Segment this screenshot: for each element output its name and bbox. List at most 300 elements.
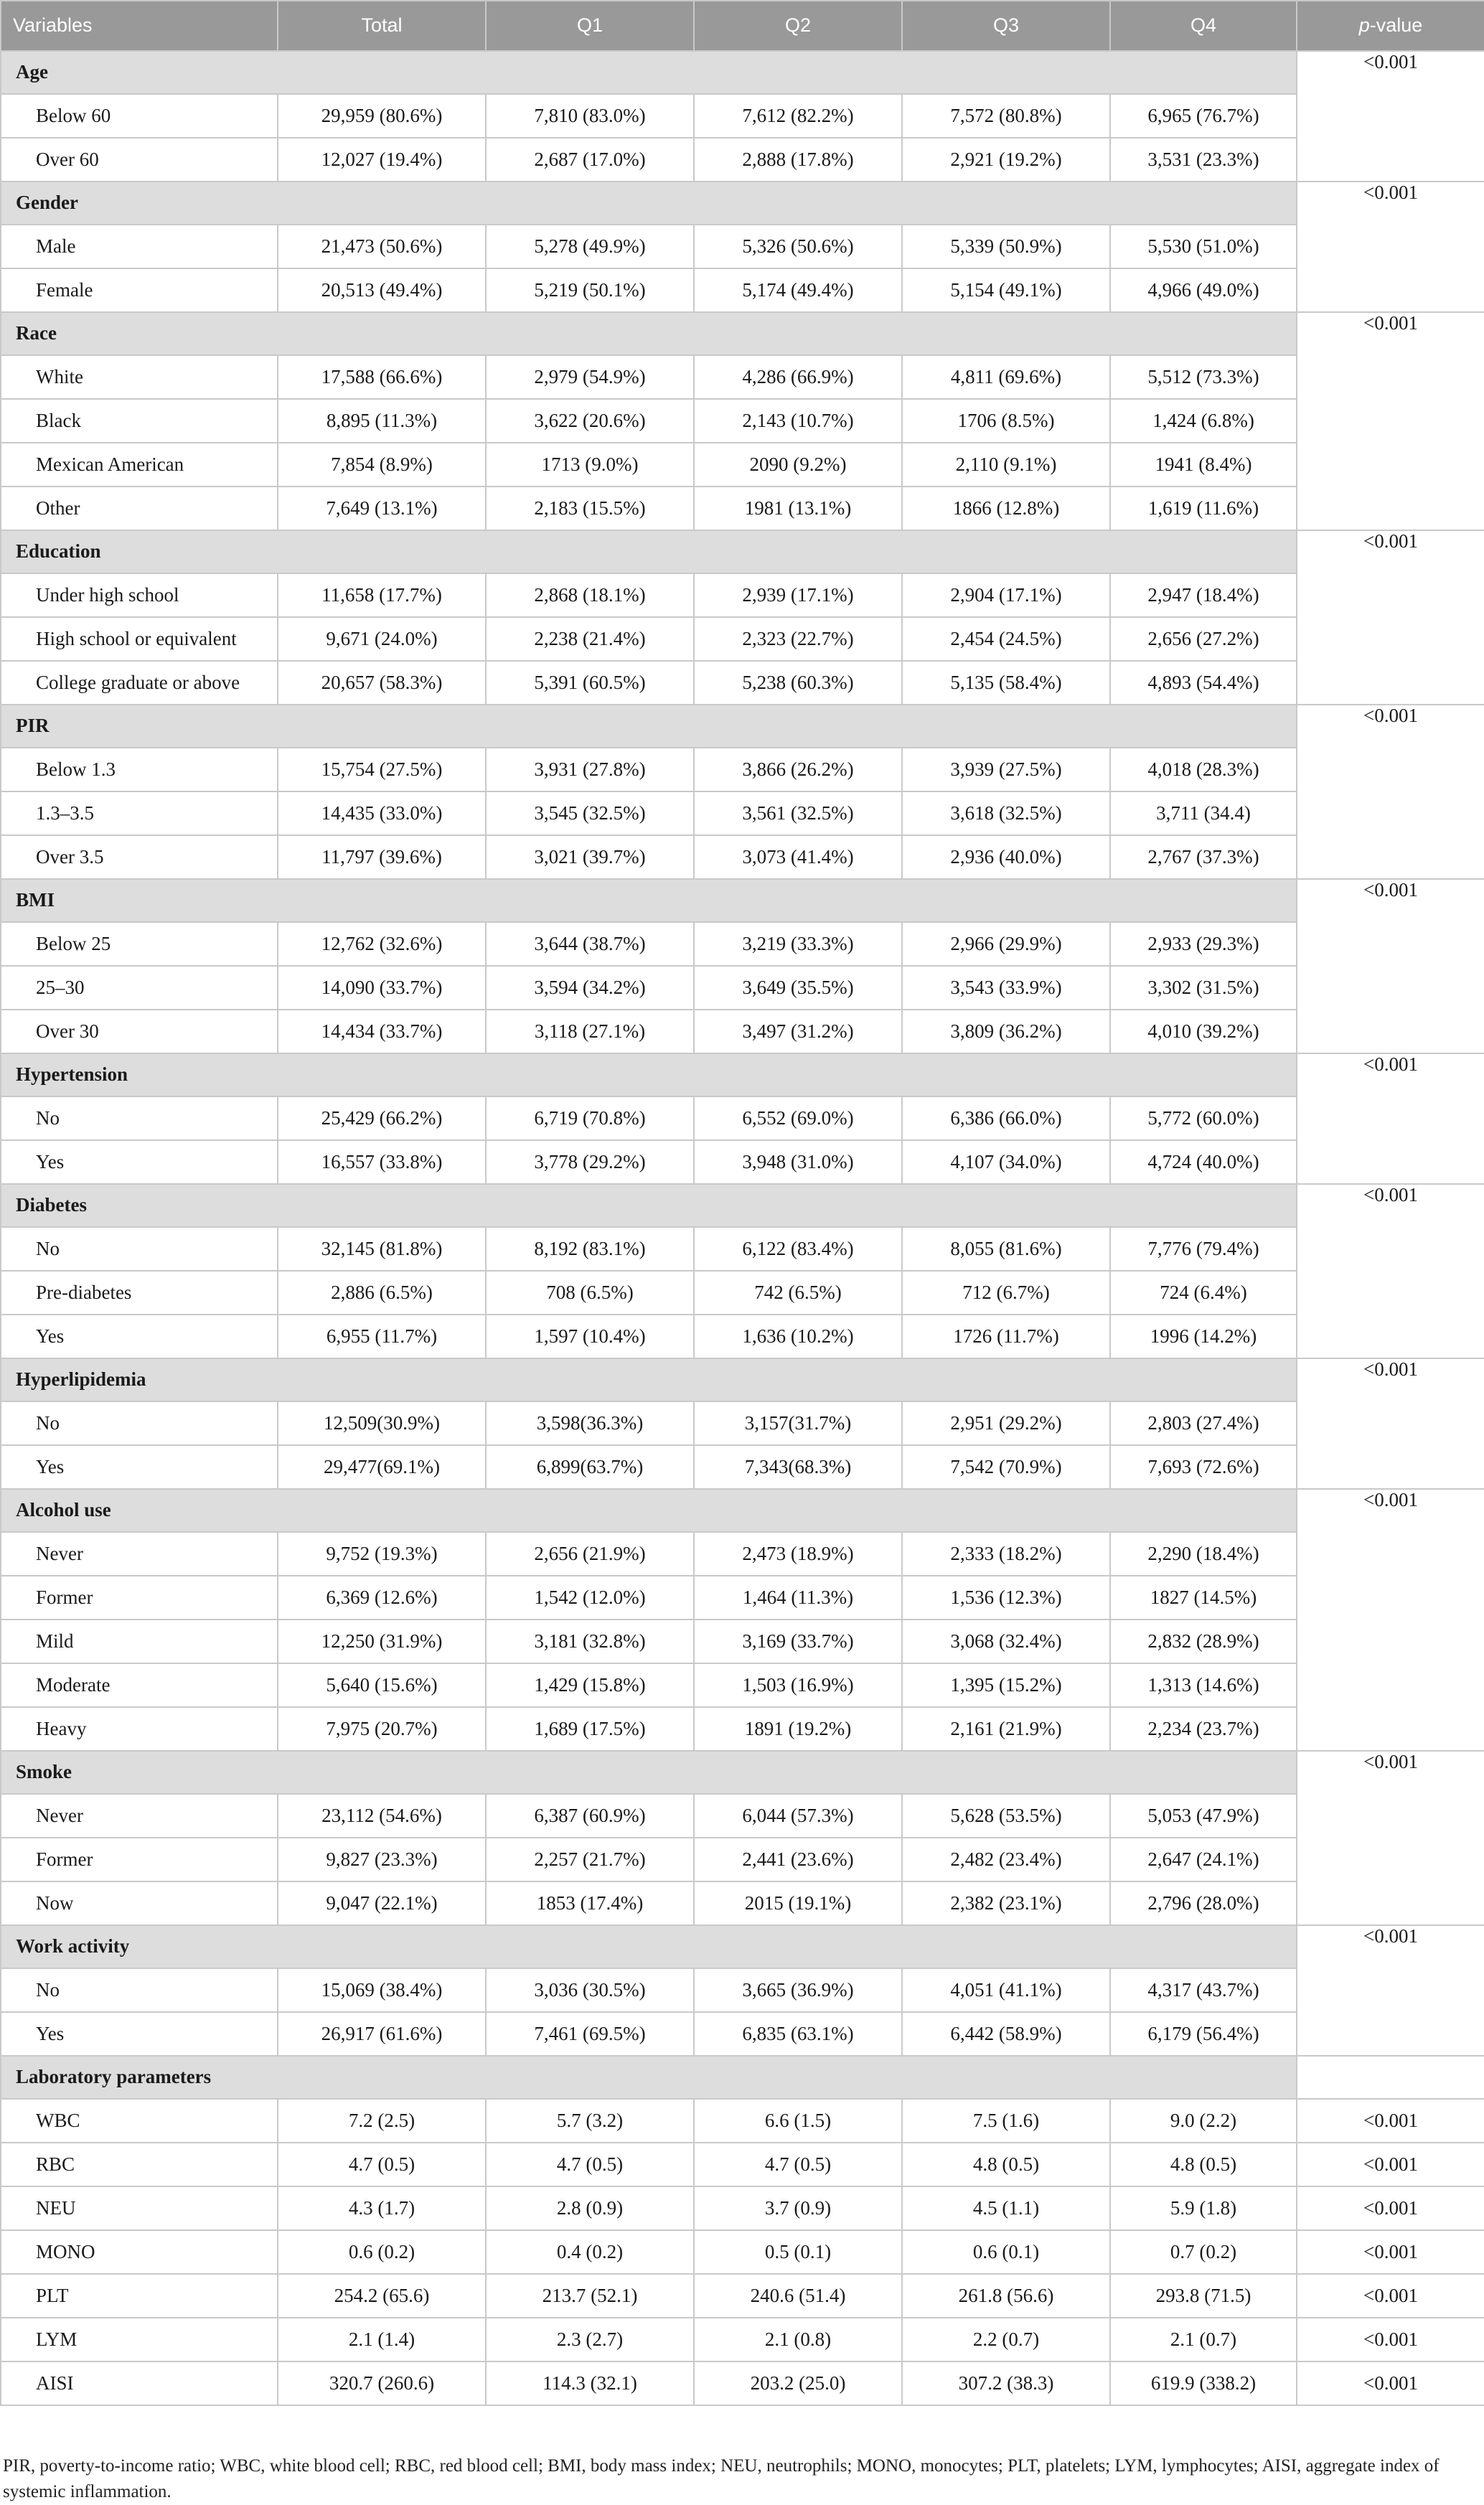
table-row bbox=[1, 2012, 1484, 2056]
table-row bbox=[1, 1663, 1484, 1707]
table-cell: 4,966 (49.0%) bbox=[1110, 268, 1297, 312]
table-row bbox=[1, 355, 1484, 399]
table-cell: 3,594 (34.2%) bbox=[486, 966, 694, 1010]
table-row bbox=[1, 1140, 1484, 1184]
table-cell: 4.7 (0.5) bbox=[278, 2143, 486, 2186]
section-header-row bbox=[1, 705, 1484, 748]
table-cell: 4,107 (34.0%) bbox=[902, 1140, 1110, 1184]
table-row bbox=[1, 2099, 1484, 2143]
row-label: High school or equivalent bbox=[1, 617, 278, 661]
table-cell: 5,326 (50.6%) bbox=[694, 225, 902, 268]
table-cell: 20,513 (49.4%) bbox=[278, 268, 486, 312]
table-cell: 6,442 (58.9%) bbox=[902, 2012, 1110, 2056]
table-row bbox=[1, 2230, 1484, 2274]
table-cell: 1981 (13.1%) bbox=[694, 487, 902, 530]
table-cell: 2,441 (23.6%) bbox=[694, 1838, 902, 1881]
table-cell: 12,509(30.9%) bbox=[278, 1401, 486, 1445]
table-cell: 5,135 (58.4%) bbox=[902, 661, 1110, 705]
table-cell: 2,656 (21.9%) bbox=[486, 1532, 694, 1576]
header-p-value bbox=[1297, 1, 1484, 51]
table-cell: 1713 (9.0%) bbox=[486, 443, 694, 487]
table-cell: 1,536 (12.3%) bbox=[902, 1576, 1110, 1620]
table-cell: 14,090 (33.7%) bbox=[278, 966, 486, 1010]
table-cell: 2090 (9.2%) bbox=[694, 443, 902, 487]
table-cell: 2,257 (21.7%) bbox=[486, 1838, 694, 1881]
row-label: Over 30 bbox=[1, 1010, 278, 1053]
table-cell: 7,854 (8.9%) bbox=[278, 443, 486, 487]
section-title: Hypertension bbox=[1, 1053, 1297, 1096]
table-cell: 29,477(69.1%) bbox=[278, 1445, 486, 1489]
table-cell: 3.7 (0.9) bbox=[694, 2186, 902, 2230]
table-cell: 6,955 (11.7%) bbox=[278, 1315, 486, 1358]
table-cell: 7,542 (70.9%) bbox=[902, 1445, 1110, 1489]
table-cell: 2.1 (0.8) bbox=[694, 2318, 902, 2361]
p-value-cell: <0.001 bbox=[1297, 530, 1484, 705]
table-cell: 293.8 (71.5) bbox=[1110, 2274, 1297, 2318]
table-row bbox=[1, 1968, 1484, 2012]
row-label: 1.3–3.5 bbox=[1, 791, 278, 835]
table-cell: 4,010 (39.2%) bbox=[1110, 1010, 1297, 1053]
p-value-cell: <0.001 bbox=[1297, 2230, 1484, 2274]
table-cell: 15,069 (38.4%) bbox=[278, 1968, 486, 2012]
table-cell: 1,503 (16.9%) bbox=[694, 1663, 902, 1707]
row-label: Below 60 bbox=[1, 94, 278, 138]
row-label: Yes bbox=[1, 2012, 278, 2056]
table-cell: 2.1 (1.4) bbox=[278, 2318, 486, 2361]
table-cell: 3,021 (39.7%) bbox=[486, 835, 694, 879]
table-cell: 25,429 (66.2%) bbox=[278, 1096, 486, 1140]
table-cell: 2,687 (17.0%) bbox=[486, 138, 694, 182]
row-label: Male bbox=[1, 225, 278, 268]
table-cell: 3,497 (31.2%) bbox=[694, 1010, 902, 1053]
row-label: Yes bbox=[1, 1315, 278, 1358]
table-cell: 307.2 (38.3) bbox=[902, 2361, 1110, 2405]
table-cell: 2,110 (9.1%) bbox=[902, 443, 1110, 487]
table-cell: 17,588 (66.6%) bbox=[278, 355, 486, 399]
table-cell: 7,810 (83.0%) bbox=[486, 94, 694, 138]
table-row bbox=[1, 2361, 1484, 2405]
table-row bbox=[1, 2143, 1484, 2186]
table-cell: 7.5 (1.6) bbox=[902, 2099, 1110, 2143]
table-cell: 7,612 (82.2%) bbox=[694, 94, 902, 138]
table-cell: 1,464 (11.3%) bbox=[694, 1576, 902, 1620]
table-cell: 6,122 (83.4%) bbox=[694, 1227, 902, 1271]
p-value-cell: <0.001 bbox=[1297, 2186, 1484, 2230]
table-cell: 12,250 (31.9%) bbox=[278, 1620, 486, 1663]
section-header-row bbox=[1, 182, 1484, 225]
row-label: Moderate bbox=[1, 1663, 278, 1707]
table-row bbox=[1, 835, 1484, 879]
p-value-cell: <0.001 bbox=[1297, 1053, 1484, 1184]
p-value-cell: <0.001 bbox=[1297, 705, 1484, 879]
table-row bbox=[1, 1271, 1484, 1315]
table-cell: 4,811 (69.6%) bbox=[902, 355, 1110, 399]
table-row bbox=[1, 399, 1484, 443]
table-cell: 0.7 (0.2) bbox=[1110, 2230, 1297, 2274]
table-cell: 1,542 (12.0%) bbox=[486, 1576, 694, 1620]
table-cell: 1706 (8.5%) bbox=[902, 399, 1110, 443]
section-header-row bbox=[1, 1925, 1484, 1968]
table-cell: 6,179 (56.4%) bbox=[1110, 2012, 1297, 2056]
p-value-cell: <0.001 bbox=[1297, 2274, 1484, 2318]
table-row bbox=[1, 1707, 1484, 1751]
table-cell: 2,143 (10.7%) bbox=[694, 399, 902, 443]
table-cell: 4.7 (0.5) bbox=[694, 2143, 902, 2186]
p-value-cell: <0.001 bbox=[1297, 1489, 1484, 1751]
table-row bbox=[1, 225, 1484, 268]
table-cell: 7,572 (80.8%) bbox=[902, 94, 1110, 138]
row-label: Other bbox=[1, 487, 278, 530]
row-label: Now bbox=[1, 1881, 278, 1925]
table-cell: 5,174 (49.4%) bbox=[694, 268, 902, 312]
table-cell: 6.6 (1.5) bbox=[694, 2099, 902, 2143]
table-body bbox=[1, 51, 1484, 2405]
table-row bbox=[1, 966, 1484, 1010]
table-cell: 7,776 (79.4%) bbox=[1110, 1227, 1297, 1271]
table-cell: 2,939 (17.1%) bbox=[694, 573, 902, 617]
table-cell: 4,018 (28.3%) bbox=[1110, 748, 1297, 791]
table-row bbox=[1, 617, 1484, 661]
table-cell: 203.2 (25.0) bbox=[694, 2361, 902, 2405]
row-label: Mild bbox=[1, 1620, 278, 1663]
table-cell: 15,754 (27.5%) bbox=[278, 748, 486, 791]
p-value-cell: <0.001 bbox=[1297, 312, 1484, 530]
table-cell: 5,772 (60.0%) bbox=[1110, 1096, 1297, 1140]
table-cell: 4.7 (0.5) bbox=[486, 2143, 694, 2186]
table-cell: 2,803 (27.4%) bbox=[1110, 1401, 1297, 1445]
table-row bbox=[1, 661, 1484, 705]
row-label: No bbox=[1, 1096, 278, 1140]
table-cell: 6,899(63.7%) bbox=[486, 1445, 694, 1489]
p-value-cell: <0.001 bbox=[1297, 51, 1484, 182]
table-cell: 2,290 (18.4%) bbox=[1110, 1532, 1297, 1576]
table-cell: 21,473 (50.6%) bbox=[278, 225, 486, 268]
table-cell: 240.6 (51.4) bbox=[694, 2274, 902, 2318]
table-cell: 11,658 (17.7%) bbox=[278, 573, 486, 617]
row-label: Never bbox=[1, 1532, 278, 1576]
table-cell: 7,693 (72.6%) bbox=[1110, 1445, 1297, 1489]
table-row bbox=[1, 1620, 1484, 1663]
table-cell: 7,461 (69.5%) bbox=[486, 2012, 694, 2056]
table-cell: 1,424 (6.8%) bbox=[1110, 399, 1297, 443]
row-label: Yes bbox=[1, 1140, 278, 1184]
table-cell: 7,975 (20.7%) bbox=[278, 1707, 486, 1751]
section-title: Hyperlipidemia bbox=[1, 1358, 1297, 1401]
row-label: MONO bbox=[1, 2230, 278, 2274]
row-label: AISI bbox=[1, 2361, 278, 2405]
table-cell: 0.6 (0.2) bbox=[278, 2230, 486, 2274]
section-title: Gender bbox=[1, 182, 1297, 225]
table-row bbox=[1, 1010, 1484, 1053]
table-cell: 4.8 (0.5) bbox=[902, 2143, 1110, 2186]
table-row bbox=[1, 748, 1484, 791]
section-header-row bbox=[1, 879, 1484, 922]
table-cell: 4,893 (54.4%) bbox=[1110, 661, 1297, 705]
table-cell: 6,965 (76.7%) bbox=[1110, 94, 1297, 138]
table-cell: 6,386 (66.0%) bbox=[902, 1096, 1110, 1140]
table-cell: 724 (6.4%) bbox=[1110, 1271, 1297, 1315]
header-p-rest: -value bbox=[1369, 14, 1423, 37]
row-label: Over 3.5 bbox=[1, 835, 278, 879]
table-row bbox=[1, 791, 1484, 835]
table-cell: 3,809 (36.2%) bbox=[902, 1010, 1110, 1053]
table-cell: 9,752 (19.3%) bbox=[278, 1532, 486, 1576]
row-label: Black bbox=[1, 399, 278, 443]
table-cell: 5,530 (51.0%) bbox=[1110, 225, 1297, 268]
row-label: NEU bbox=[1, 2186, 278, 2230]
table-cell: 3,644 (38.7%) bbox=[486, 922, 694, 966]
table-cell: 8,192 (83.1%) bbox=[486, 1227, 694, 1271]
p-value-cell: <0.001 bbox=[1297, 2143, 1484, 2186]
table-cell: 742 (6.5%) bbox=[694, 1271, 902, 1315]
table-cell: 7,649 (13.1%) bbox=[278, 487, 486, 530]
table-cell: 4.3 (1.7) bbox=[278, 2186, 486, 2230]
section-title: Laboratory parameters bbox=[1, 2056, 1297, 2099]
table-cell: 6,719 (70.8%) bbox=[486, 1096, 694, 1140]
p-value-cell: <0.001 bbox=[1297, 182, 1484, 312]
table-cell: 3,219 (33.3%) bbox=[694, 922, 902, 966]
table-cell: 2,966 (29.9%) bbox=[902, 922, 1110, 966]
table-cell: 7.2 (2.5) bbox=[278, 2099, 486, 2143]
section-header-row bbox=[1, 51, 1484, 94]
section-title: Age bbox=[1, 51, 1297, 94]
table-cell: 261.8 (56.6) bbox=[902, 2274, 1110, 2318]
section-title: Education bbox=[1, 530, 1297, 573]
table-cell: 2,161 (21.9%) bbox=[902, 1707, 1110, 1751]
p-value-cell-empty bbox=[1297, 2056, 1484, 2099]
p-value-cell: <0.001 bbox=[1297, 1184, 1484, 1358]
row-label: Below 1.3 bbox=[1, 748, 278, 791]
table-cell: 3,181 (32.8%) bbox=[486, 1620, 694, 1663]
table-cell: 2,656 (27.2%) bbox=[1110, 617, 1297, 661]
table-cell: 5,640 (15.6%) bbox=[278, 1663, 486, 1707]
section-title: Race bbox=[1, 312, 1297, 355]
table-cell: 12,027 (19.4%) bbox=[278, 138, 486, 182]
section-header-row bbox=[1, 530, 1484, 573]
table-cell: 2,979 (54.9%) bbox=[486, 355, 694, 399]
table-cell: 2,936 (40.0%) bbox=[902, 835, 1110, 879]
table-row bbox=[1, 94, 1484, 138]
table-cell: 9.0 (2.2) bbox=[1110, 2099, 1297, 2143]
table-cell: 6,044 (57.3%) bbox=[694, 1794, 902, 1838]
table-cell: 2015 (19.1%) bbox=[694, 1881, 902, 1925]
table-cell: 1996 (14.2%) bbox=[1110, 1315, 1297, 1358]
table-cell: 5,391 (60.5%) bbox=[486, 661, 694, 705]
table-cell: 2,767 (37.3%) bbox=[1110, 835, 1297, 879]
row-label: No bbox=[1, 1968, 278, 2012]
table-cell: 3,531 (23.3%) bbox=[1110, 138, 1297, 182]
table-cell: 7,343(68.3%) bbox=[694, 1445, 902, 1489]
table-cell: 3,866 (26.2%) bbox=[694, 748, 902, 791]
table-cell: 2,832 (28.9%) bbox=[1110, 1620, 1297, 1663]
table-cell: 6,369 (12.6%) bbox=[278, 1576, 486, 1620]
p-value-cell: <0.001 bbox=[1297, 2361, 1484, 2405]
table-cell: 3,073 (41.4%) bbox=[694, 835, 902, 879]
table-cell: 3,543 (33.9%) bbox=[902, 966, 1110, 1010]
row-label: Former bbox=[1, 1576, 278, 1620]
table-cell: 4,051 (41.1%) bbox=[902, 1968, 1110, 2012]
table-row bbox=[1, 1315, 1484, 1358]
table-cell: 3,939 (27.5%) bbox=[902, 748, 1110, 791]
table-row bbox=[1, 1532, 1484, 1576]
table-cell: 5,339 (50.9%) bbox=[902, 225, 1110, 268]
table-cell: 2.3 (2.7) bbox=[486, 2318, 694, 2361]
table-row bbox=[1, 1096, 1484, 1140]
table-cell: 2.1 (0.7) bbox=[1110, 2318, 1297, 2361]
p-value-cell: <0.001 bbox=[1297, 2099, 1484, 2143]
row-label: LYM bbox=[1, 2318, 278, 2361]
table-cell: 3,545 (32.5%) bbox=[486, 791, 694, 835]
table-cell: 2,904 (17.1%) bbox=[902, 573, 1110, 617]
table-cell: 1,689 (17.5%) bbox=[486, 1707, 694, 1751]
table-row bbox=[1, 138, 1484, 182]
table-row bbox=[1, 1401, 1484, 1445]
table-row bbox=[1, 2318, 1484, 2361]
section-title: Diabetes bbox=[1, 1184, 1297, 1227]
table-cell: 3,118 (27.1%) bbox=[486, 1010, 694, 1053]
table-cell: 5,238 (60.3%) bbox=[694, 661, 902, 705]
header-q4: Q4 bbox=[1110, 1, 1297, 51]
table-cell: 3,618 (32.5%) bbox=[902, 791, 1110, 835]
table-cell: 3,931 (27.8%) bbox=[486, 748, 694, 791]
table-row bbox=[1, 268, 1484, 312]
header-q2: Q2 bbox=[694, 1, 902, 51]
table-row bbox=[1, 922, 1484, 966]
table-cell: 8,895 (11.3%) bbox=[278, 399, 486, 443]
table-cell: 5,278 (49.9%) bbox=[486, 225, 694, 268]
table-cell: 708 (6.5%) bbox=[486, 1271, 694, 1315]
row-label: Pre-diabetes bbox=[1, 1271, 278, 1315]
table-cell: 2.8 (0.9) bbox=[486, 2186, 694, 2230]
row-label: College graduate or above bbox=[1, 661, 278, 705]
table-cell: 3,948 (31.0%) bbox=[694, 1140, 902, 1184]
table-cell: 1,429 (15.8%) bbox=[486, 1663, 694, 1707]
table-cell: 1,619 (11.6%) bbox=[1110, 487, 1297, 530]
table-cell: 2,183 (15.5%) bbox=[486, 487, 694, 530]
table-cell: 4.8 (0.5) bbox=[1110, 2143, 1297, 2186]
table-cell: 3,561 (32.5%) bbox=[694, 791, 902, 835]
table-cell: 8,055 (81.6%) bbox=[902, 1227, 1110, 1271]
table-cell: 5,053 (47.9%) bbox=[1110, 1794, 1297, 1838]
table-cell: 114.3 (32.1) bbox=[486, 2361, 694, 2405]
section-header-row bbox=[1, 1489, 1484, 1532]
section-title: Work activity bbox=[1, 1925, 1297, 1968]
row-label: Yes bbox=[1, 1445, 278, 1489]
row-label: White bbox=[1, 355, 278, 399]
row-label: RBC bbox=[1, 2143, 278, 2186]
header-p-italic: p bbox=[1358, 14, 1370, 37]
table-cell: 12,762 (32.6%) bbox=[278, 922, 486, 966]
row-label: Mexican American bbox=[1, 443, 278, 487]
table-row bbox=[1, 1838, 1484, 1881]
table-cell: 5.7 (3.2) bbox=[486, 2099, 694, 2143]
table-cell: 1726 (11.7%) bbox=[902, 1315, 1110, 1358]
table-cell: 254.2 (65.6) bbox=[278, 2274, 486, 2318]
table-cell: 26,917 (61.6%) bbox=[278, 2012, 486, 2056]
table-cell: 1853 (17.4%) bbox=[486, 1881, 694, 1925]
row-label: PLT bbox=[1, 2274, 278, 2318]
table-cell: 23,112 (54.6%) bbox=[278, 1794, 486, 1838]
section-title: Smoke bbox=[1, 1751, 1297, 1794]
section-header-row bbox=[1, 1053, 1484, 1096]
table-cell: 1941 (8.4%) bbox=[1110, 443, 1297, 487]
section-title: Alcohol use bbox=[1, 1489, 1297, 1532]
table-cell: 2,323 (22.7%) bbox=[694, 617, 902, 661]
row-label: Former bbox=[1, 1838, 278, 1881]
table-cell: 9,827 (23.3%) bbox=[278, 1838, 486, 1881]
table-cell: 0.5 (0.1) bbox=[694, 2230, 902, 2274]
table-cell: 2,382 (23.1%) bbox=[902, 1881, 1110, 1925]
row-label: WBC bbox=[1, 2099, 278, 2143]
p-value-cell: <0.001 bbox=[1297, 2318, 1484, 2361]
table-cell: 3,598(36.3%) bbox=[486, 1401, 694, 1445]
table-row bbox=[1, 1881, 1484, 1925]
p-value-cell: <0.001 bbox=[1297, 1358, 1484, 1489]
table-cell: 619.9 (338.2) bbox=[1110, 2361, 1297, 2405]
table-row bbox=[1, 2274, 1484, 2318]
table-cell: 3,169 (33.7%) bbox=[694, 1620, 902, 1663]
row-label: Never bbox=[1, 1794, 278, 1838]
table-row bbox=[1, 2186, 1484, 2230]
row-label: No bbox=[1, 1401, 278, 1445]
table-cell: 3,665 (36.9%) bbox=[694, 1968, 902, 2012]
table-cell: 1,636 (10.2%) bbox=[694, 1315, 902, 1358]
table-cell: 2,868 (18.1%) bbox=[486, 573, 694, 617]
p-value-cell: <0.001 bbox=[1297, 1925, 1484, 2056]
table-cell: 2,888 (17.8%) bbox=[694, 138, 902, 182]
section-header-row bbox=[1, 2056, 1484, 2099]
table-cell: 29,959 (80.6%) bbox=[278, 94, 486, 138]
table-cell: 5.9 (1.8) bbox=[1110, 2186, 1297, 2230]
row-label: Over 60 bbox=[1, 138, 278, 182]
table-cell: 3,157(31.7%) bbox=[694, 1401, 902, 1445]
table-cell: 6,835 (63.1%) bbox=[694, 2012, 902, 2056]
header-row bbox=[1, 1, 1484, 51]
table-cell: 14,434 (33.7%) bbox=[278, 1010, 486, 1053]
table-row bbox=[1, 573, 1484, 617]
table-cell: 2,234 (23.7%) bbox=[1110, 1707, 1297, 1751]
table-cell: 2,333 (18.2%) bbox=[902, 1532, 1110, 1576]
table-cell: 3,036 (30.5%) bbox=[486, 1968, 694, 2012]
table-cell: 5,628 (53.5%) bbox=[902, 1794, 1110, 1838]
table-cell: 2,933 (29.3%) bbox=[1110, 922, 1297, 966]
table-cell: 2,947 (18.4%) bbox=[1110, 573, 1297, 617]
p-value-cell: <0.001 bbox=[1297, 1751, 1484, 1925]
footnote: PIR, poverty-to-income ratio; WBC, white blood cell; RBC, red blood cell; BMI, body mass index; NEU, neutrophils; MONO, monocytes; PLT, platelets; LYM, lymphocytes; AISI, aggregate index of systemic inflammation. bbox=[3, 2456, 1440, 2501]
table-cell: 2,921 (19.2%) bbox=[902, 138, 1110, 182]
table-cell: 2,238 (21.4%) bbox=[486, 617, 694, 661]
table-cell: 1,313 (14.6%) bbox=[1110, 1663, 1297, 1707]
section-header-row bbox=[1, 312, 1484, 355]
table-cell: 712 (6.7%) bbox=[902, 1271, 1110, 1315]
table-cell: 1,395 (15.2%) bbox=[902, 1663, 1110, 1707]
table-cell: 4,724 (40.0%) bbox=[1110, 1140, 1297, 1184]
table-cell: 11,797 (39.6%) bbox=[278, 835, 486, 879]
table-cell: 9,671 (24.0%) bbox=[278, 617, 486, 661]
table-cell: 32,145 (81.8%) bbox=[278, 1227, 486, 1271]
header-total: Total bbox=[278, 1, 486, 51]
table-cell: 3,068 (32.4%) bbox=[902, 1620, 1110, 1663]
table-row bbox=[1, 1227, 1484, 1271]
table-cell: 2,647 (24.1%) bbox=[1110, 1838, 1297, 1881]
row-label: No bbox=[1, 1227, 278, 1271]
row-label: 25–30 bbox=[1, 966, 278, 1010]
section-header-row bbox=[1, 1358, 1484, 1401]
section-header-row bbox=[1, 1751, 1484, 1794]
table-cell: 2,473 (18.9%) bbox=[694, 1532, 902, 1576]
table-cell: 1891 (19.2%) bbox=[694, 1707, 902, 1751]
header-q1: Q1 bbox=[486, 1, 694, 51]
